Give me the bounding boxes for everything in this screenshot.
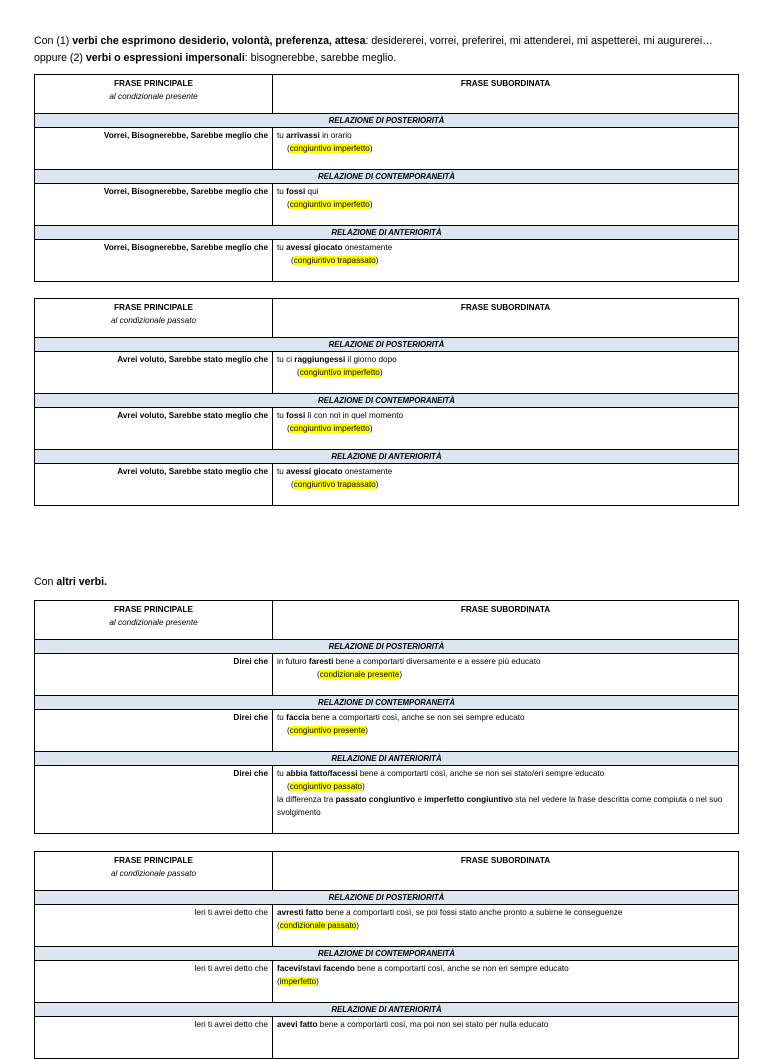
subordinate-clause: tu faccia bene a comportarti così, anche se non sei sempre educato (congiuntivo presente) — [273, 710, 739, 752]
main-clause: Ieri ti avrei detto che — [35, 1017, 273, 1059]
relation-posteriorita: RELAZIONE DI POSTERIORITÀ — [35, 114, 739, 128]
intro-text: : bisognerebbe, sarebbe meglio. — [244, 52, 397, 64]
tense-label: congiuntivo imperfetto — [299, 368, 380, 377]
main-clause: Ieri ti avrei detto che — [35, 961, 273, 1003]
intro-text: : desidererei, vorrei, preferirei, mi attenderei, mi aspetterei, mi augurerei… oppure (2) — [34, 35, 713, 64]
header-principale: FRASE PRINCIPALE al condizionale passato — [35, 299, 273, 338]
intro-bold: verbi o espressioni impersonali — [85, 52, 245, 64]
main-clause: Direi che — [35, 766, 273, 834]
header-principale: FRASE PRINCIPALE al condizionale passato — [35, 852, 273, 891]
main-clause: Vorrei, Bisognerebbe, Sarebbe meglio che — [35, 240, 273, 282]
relation-anteriorita: RELAZIONE DI ANTERIORITÀ — [35, 1003, 739, 1017]
relation-anteriorita: RELAZIONE DI ANTERIORITÀ — [35, 752, 739, 766]
subordinate-clause: tu ci raggiungessi il giorno dopo (congiuntivo imperfetto) — [273, 352, 739, 394]
header-principale: FRASE PRINCIPALE al condizionale presente — [35, 75, 273, 114]
tense-label: imperfetto — [279, 977, 317, 986]
relation-posteriorita: RELAZIONE DI POSTERIORITÀ — [35, 891, 739, 905]
header-subordinata: FRASE SUBORDINATA — [273, 75, 739, 114]
main-clause: Vorrei, Bisognerebbe, Sarebbe meglio che — [35, 184, 273, 226]
note-text: la differenza tra passato congiuntivo e imperfetto congiuntivo sta nel vedere la frase descritta come compiuta o nel suo svolgimento — [277, 795, 723, 817]
tense-label: condizionale passato — [279, 921, 357, 930]
header-subordinata: FRASE SUBORDINATA — [273, 852, 739, 891]
subordinate-clause: avevi fatto bene a comportarti così, ma poi non sei stato per nulla educato — [273, 1017, 739, 1059]
subordinate-clause: tu avessi giocato onestamente (congiuntivo trapassato) — [273, 240, 739, 282]
relation-anteriorita: RELAZIONE DI ANTERIORITÀ — [35, 226, 739, 240]
subordinate-clause: tu fossi qui (congiuntivo imperfetto) — [273, 184, 739, 226]
table-cond-presente-2 — [34, 600, 739, 834]
main-clause: Avrei voluto, Sarebbe stato meglio che — [35, 408, 273, 450]
subordinate-clause: tu fossi lì con noi in quel momento (congiuntivo imperfetto) — [273, 408, 739, 450]
tense-label: congiuntivo imperfetto — [289, 424, 370, 433]
subordinate-clause: tu abbia fatto/facessi bene a comportarti così, anche se non sei stato/eri sempre educato (congiuntivo passato) la differenza tra passato congiuntivo e imperfetto congiuntivo sta nel vedere la frase descritta come compiuta o nel suo svolgimento — [273, 766, 739, 834]
intro-bold: verbi che esprimono desiderio, volontà, preferenza, attesa — [72, 35, 366, 47]
intro-paragraph — [34, 33, 744, 67]
main-clause: Avrei voluto, Sarebbe stato meglio che — [35, 464, 273, 506]
tense-label: congiuntivo trapassato — [293, 256, 376, 265]
table-cond-presente-1 — [34, 74, 739, 282]
tense-label: congiuntivo imperfetto — [289, 200, 370, 209]
subordinate-clause: in futuro faresti bene a comportarti diversamente e a essere più educato (condizionale presente) — [273, 654, 739, 696]
tense-label: congiuntivo imperfetto — [289, 144, 370, 153]
intro-text: Con (1) — [34, 35, 73, 47]
main-clause: Avrei voluto, Sarebbe stato meglio che — [35, 352, 273, 394]
main-clause: Direi che — [35, 654, 273, 696]
relation-contemporaneita: RELAZIONE DI CONTEMPORANEITÀ — [35, 947, 739, 961]
tense-label: condizionale presente — [319, 670, 400, 679]
main-clause: Direi che — [35, 710, 273, 752]
subordinate-clause: avresti fatto bene a comportarti così, se poi fossi stato anche pronto a subirne le conseguenze (condizionale passato) — [273, 905, 739, 947]
relation-posteriorita: RELAZIONE DI POSTERIORITÀ — [35, 338, 739, 352]
header-principale: FRASE PRINCIPALE al condizionale presente — [35, 601, 273, 640]
tense-label: congiuntivo trapassato — [293, 480, 376, 489]
relation-contemporaneita: RELAZIONE DI CONTEMPORANEITÀ — [35, 696, 739, 710]
relation-posteriorita: RELAZIONE DI POSTERIORITÀ — [35, 640, 739, 654]
main-clause: Ieri ti avrei detto che — [35, 905, 273, 947]
tense-label: congiuntivo presente — [289, 726, 366, 735]
relation-anteriorita: RELAZIONE DI ANTERIORITÀ — [35, 450, 739, 464]
relation-contemporaneita: RELAZIONE DI CONTEMPORANEITÀ — [35, 170, 739, 184]
main-clause: Vorrei, Bisognerebbe, Sarebbe meglio che — [35, 128, 273, 170]
subordinate-clause: tu avessi giocato onestamente (congiuntivo trapassato) — [273, 464, 739, 506]
table-cond-passato-1 — [34, 298, 739, 506]
subordinate-clause: facevi/stavi facendo bene a comportarti così, anche se non eri sempre educato (imperfetto) — [273, 961, 739, 1003]
tense-label: congiuntivo passato — [289, 782, 363, 791]
header-subordinata: FRASE SUBORDINATA — [273, 601, 739, 640]
table-cond-passato-2 — [34, 851, 739, 1059]
header-subordinata: FRASE SUBORDINATA — [273, 299, 739, 338]
relation-contemporaneita: RELAZIONE DI CONTEMPORANEITÀ — [35, 394, 739, 408]
subordinate-clause: tu arrivassi in orario (congiuntivo imperfetto) — [273, 128, 739, 170]
section-heading-altri-verbi: Con altri verbi. — [34, 576, 108, 588]
